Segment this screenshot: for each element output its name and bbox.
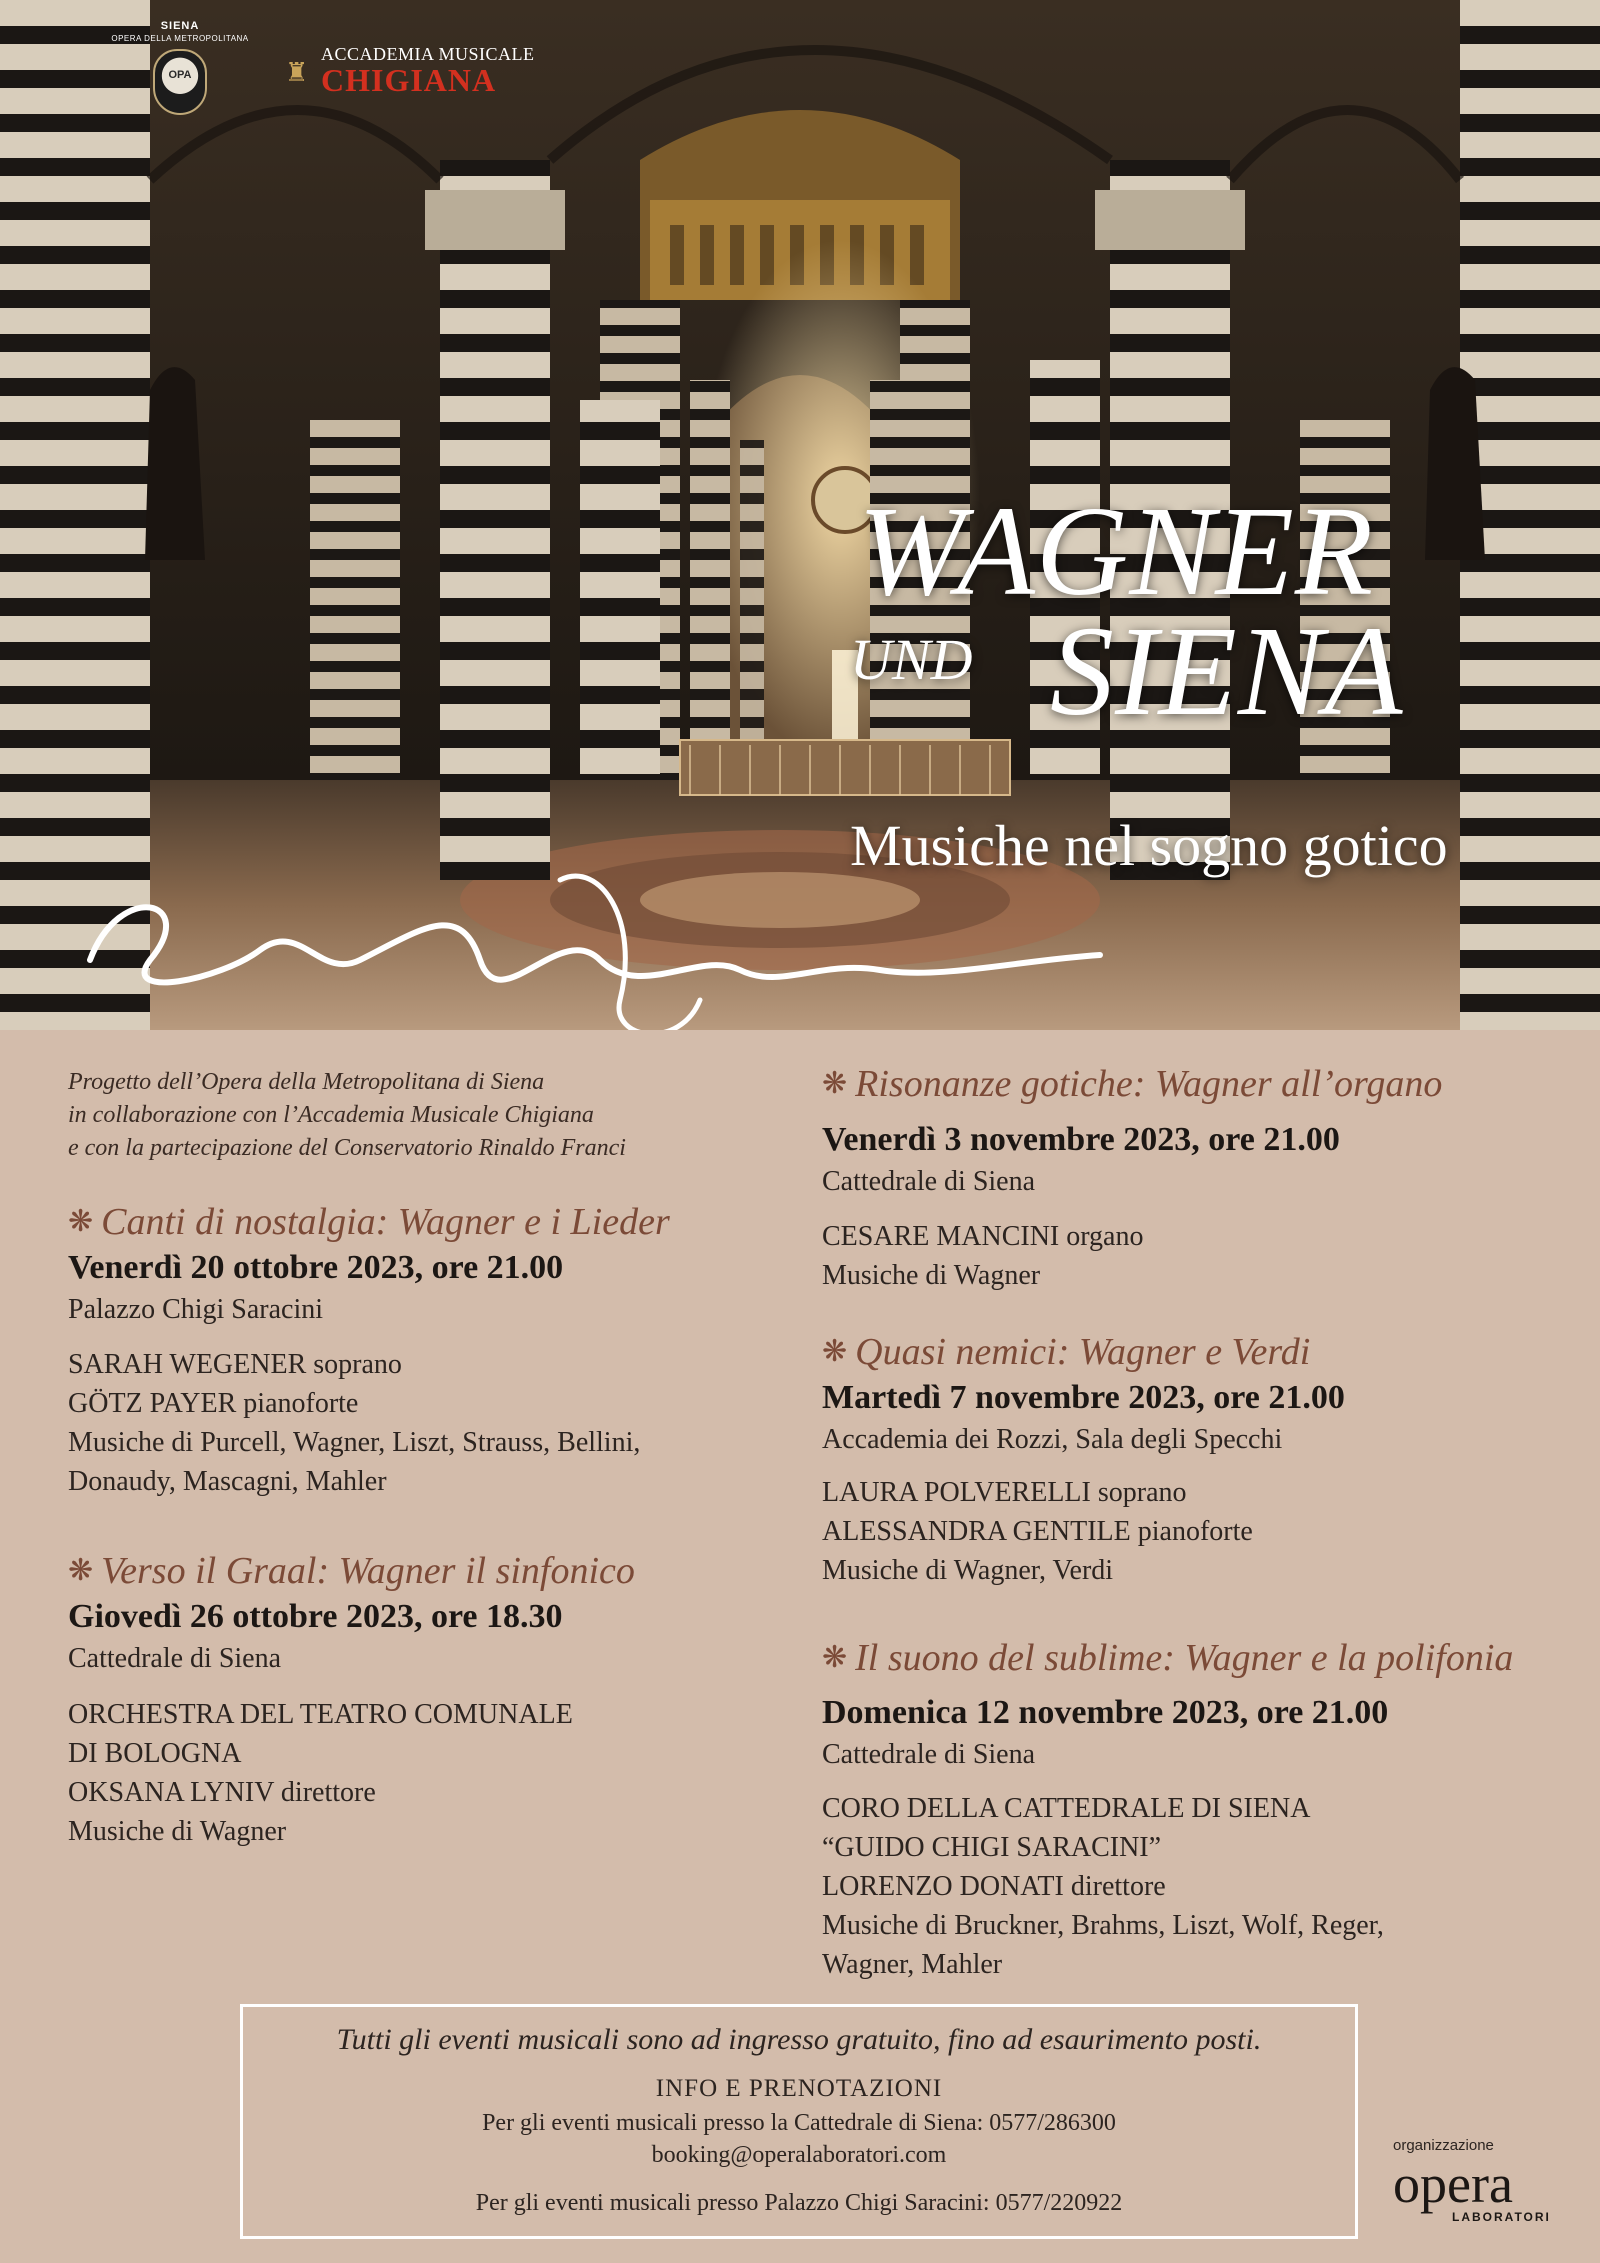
organizer-label: organizzazione [1393, 2137, 1494, 2154]
event-2-date: Giovedì 26 ottobre 2023, ore 18.30 [68, 1598, 563, 1635]
star-icon: ❋ [822, 1067, 848, 1100]
event-title-text: Il suono del sublime: Wagner e la polifonia [855, 1637, 1514, 1679]
info-box [240, 2004, 1358, 2239]
event-1-date: Venerdì 20 ottobre 2023, ore 21.00 [68, 1249, 564, 1286]
info-heading: INFO E PRENOTAZIONI [655, 2075, 943, 2102]
event-5-venue: Cattedrale di Siena [822, 1739, 1036, 1770]
event-5-line: Wagner, Mahler [822, 1949, 1003, 1980]
event-5-title [822, 1636, 1513, 1680]
opera-laboratori-logo: opera [1393, 2154, 1513, 2214]
event-4-line: LAURA POLVERELLI soprano [822, 1477, 1187, 1508]
title-und: UND [850, 627, 973, 692]
intro-line-3: e con la partecipazione del Conservatorio Rinaldo Franci [68, 1135, 626, 1161]
event-3-title [822, 1062, 1442, 1106]
event-1-line: Musiche di Purcell, Wagner, Liszt, Strauss, Bellini, [68, 1427, 641, 1458]
event-5-date: Domenica 12 novembre 2023, ore 21.00 [822, 1694, 1389, 1731]
event-4-date: Martedì 7 novembre 2023, ore 21.00 [822, 1379, 1345, 1416]
logo-siena-text: SIENA [160, 20, 200, 32]
info-palazzo-phone: Per gli eventi musicali presso Palazzo Chigi Saracini: 0577/220922 [475, 2190, 1123, 2216]
event-title-text: Verso il Graal: Wagner il sinfonico [101, 1550, 635, 1592]
event-3-date: Venerdì 3 novembre 2023, ore 21.00 [822, 1121, 1340, 1158]
logo-siena-subtext: OPERA DELLA METROPOLITANA [111, 34, 249, 43]
event-5-line: “GUIDO CHIGI SARACINI” [822, 1832, 1162, 1863]
intro-line-1: Progetto dell’Opera della Metropolitana di Siena [68, 1069, 545, 1095]
opera-laboratori-subtext: LABORATORI [1452, 2210, 1551, 2224]
event-2-line: Musiche di Wagner [68, 1816, 287, 1847]
event-2-line: DI BOLOGNA [68, 1738, 242, 1769]
chigiana-mark-icon: ♜ [285, 58, 309, 87]
event-1-line: Donaudy, Mascagni, Mahler [68, 1466, 387, 1497]
event-1-line: SARAH WEGENER soprano [68, 1349, 402, 1380]
info-email-link[interactable]: booking@operalaboratori.com [651, 2142, 947, 2168]
event-3-venue: Cattedrale di Siena [822, 1166, 1036, 1197]
star-icon: ❋ [68, 1205, 94, 1238]
opa-badge-text: OPA [168, 69, 192, 81]
event-5-line: CORO DELLA CATTEDRALE DI SIENA [822, 1793, 1311, 1824]
chigiana-line1: ACCADEMIA MUSICALE [321, 44, 535, 64]
opera-metropolitana-logo [105, 20, 255, 115]
info-cathedral-phone: Per gli eventi musicali presso la Cattedrale di Siena: 0577/286300 [482, 2110, 1116, 2136]
subtitle: Musiche nel sogno gotico [850, 813, 1448, 878]
event-title-text: Quasi nemici: Wagner e Verdi [855, 1331, 1311, 1373]
event-1-venue: Palazzo Chigi Saracini [68, 1294, 324, 1325]
free-entry-note: Tutti gli eventi musicali sono ad ingresso gratuito, fino ad esaurimento posti. [336, 2023, 1262, 2056]
star-icon: ❋ [822, 1641, 848, 1674]
event-2-title [68, 1549, 635, 1593]
hero-image [0, 0, 1600, 1030]
star-icon: ❋ [822, 1335, 848, 1368]
event-2-venue: Cattedrale di Siena [68, 1643, 282, 1674]
intro-line-2: in collaborazione con l’Accademia Musicale Chigiana [68, 1102, 594, 1128]
event-1-line: GÖTZ PAYER pianoforte [68, 1388, 359, 1419]
event-title-text: Canti di nostalgia: Wagner e i Lieder [101, 1201, 670, 1243]
chigiana-line2: CHIGIANA [321, 62, 497, 98]
event-2-line: ORCHESTRA DEL TEATRO COMUNALE [68, 1699, 573, 1730]
event-5-line: LORENZO DONATI direttore [822, 1871, 1166, 1902]
event-2-line: OKSANA LYNIV direttore [68, 1777, 376, 1808]
event-4-venue: Accademia dei Rozzi, Sala degli Specchi [822, 1424, 1283, 1455]
chigiana-logo [285, 44, 535, 98]
event-title-text: Risonanze gotiche: Wagner all’organo [855, 1063, 1443, 1105]
event-5-line: Musiche di Bruckner, Brahms, Liszt, Wolf, Reger, [822, 1910, 1384, 1941]
event-4-line: Musiche di Wagner, Verdi [822, 1555, 1114, 1586]
title-siena: SIENA [1050, 600, 1404, 742]
event-4-line: ALESSANDRA GENTILE pianoforte [822, 1516, 1253, 1547]
opa-badge-icon [153, 49, 207, 115]
star-icon: ❋ [68, 1554, 94, 1587]
title-wagner: WAGNER [858, 480, 1375, 622]
event-3-line: CESARE MANCINI organo [822, 1221, 1144, 1252]
event-1-title [68, 1200, 670, 1244]
event-3-line: Musiche di Wagner [822, 1260, 1041, 1291]
event-4-title [822, 1330, 1310, 1374]
